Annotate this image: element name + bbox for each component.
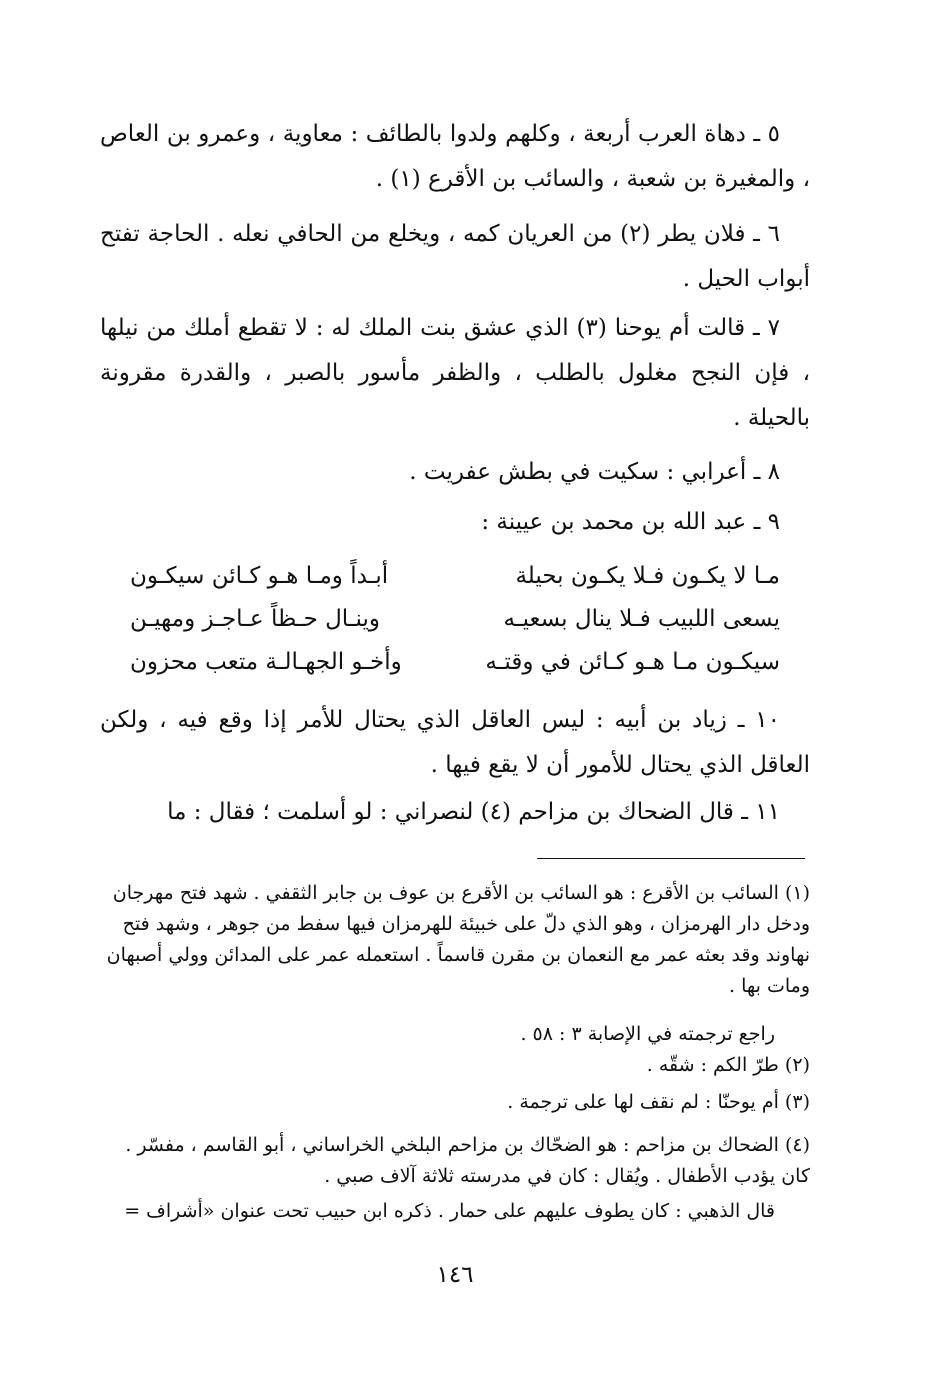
paragraph-10 [100, 698, 810, 788]
verse-line-3 [130, 649, 780, 689]
verse-line-2 [130, 606, 780, 646]
footnote-4-continued-text: قال الذهبي : كان يطوف عليهم على حمار . ذكره ابن حبيب تحت عنوان «أشراف = [124, 1200, 775, 1222]
footnote-2-text: (٢) طرّ الكم : شقّه . [646, 1054, 810, 1076]
paragraph-6-text: ٦ ـ فلان يطر (٢) من العريان كمه ، ويخلع من الحافي نعله . الحاجة تفتح أبواب الحيل . [100, 221, 810, 292]
footnote-3-text: (٣) أم يوحنّا : لم نقف لها على ترجمة . [507, 1091, 810, 1113]
paragraph-7-text: ٧ ـ قالت أم يوحنا (٣) الذي عشق بنت الملك له : لا تقطع أملك من نيلها ، فإن النجح مغلول بالطلب ، والظفر مأسور بالصبر ، والقدرة مقرونة بالحيلة . [100, 315, 810, 431]
verse-2-second-hemistich: وينـال حـظاً عـاجـز ومهيـن [130, 606, 381, 632]
paragraph-5-text: ٥ ـ دهاة العرب أربعة ، وكلهم ولدوا بالطائف : معاوية ، وعمرو بن العاص ، والمغيرة بن شعبة ، والسائب بن الأقرع (١) . [100, 121, 810, 192]
paragraph-10-text: ١٠ ـ زياد بن أبيه : ليس العاقل الذي يحتال للأمر إذا وقع فيه ، ولكن العاقل الذي يحتال للأمور أن لا يقع فيها . [100, 707, 810, 778]
footnote-4-text: (٤) الضحاك بن مزاحم : هو الضحّاك بن مزاحم البلخي الخراساني ، أبو القاسم ، مفسّر . كان يؤدب الأطفال . ويُقال : كان في مدرسته ثلاثة آلاف صبي . [125, 1134, 810, 1187]
verse-1-second-hemistich: أبـداً ومـا هـو كـائن سيكـون [130, 563, 389, 589]
verse-1-first-hemistich: مـا لا يكـون فـلا يكـون بحيلة [515, 563, 780, 589]
paragraph-8-text: ٨ ـ أعرابي : سكيت في بطش عفريت . [409, 459, 780, 485]
verse-2-first-hemistich: يسعى اللبيب فـلا ينال بسعيـه [503, 606, 780, 632]
paragraph-6 [100, 212, 810, 302]
paragraph-11 [100, 790, 810, 835]
paragraph-5 [100, 112, 810, 202]
footnote-4 [100, 1130, 810, 1192]
paragraph-7 [100, 306, 810, 441]
paragraph-8 [100, 450, 810, 495]
footnote-2 [100, 1050, 810, 1081]
paragraph-9 [100, 500, 810, 545]
footnote-3 [100, 1087, 810, 1118]
footnote-1-reference [100, 1019, 775, 1050]
paragraph-9-text: ٩ ـ عبد الله بن محمد بن عيينة : [481, 509, 780, 535]
footnote-1-text: (١) السائب بن الأقرع : هو السائب بن الأقرع بن عوف بن جابر الثقفي . شهد فتح مهرجان ودخل دار الهرمزان ، وهو الذي دلّ على خبيئة للهرمزان فيها سفط من جوهر ، وشهد فتح نهاوند وقد بعثه عمر مع النعمان بن مقرن قاسماً . استعمله عمر على المدائن وولي أصبهان ومات بها . [106, 882, 810, 997]
verse-3-first-hemistich: سيكـون مـا هـو كـائن في وقتـه [485, 649, 780, 675]
verse-line-1 [130, 563, 780, 603]
paragraph-11-text: ١١ ـ قال الضحاك بن مزاحم (٤) لنصراني : لو أسلمت ؛ فقال : ما [167, 799, 780, 825]
page-number: ١٤٦ [436, 1262, 474, 1288]
footnote-1 [100, 878, 810, 1002]
verse-3-second-hemistich: وأخـو الجهـالـة متعب محزون [130, 649, 402, 675]
footnote-separator [537, 858, 805, 859]
footnote-1-reference-text: راجع ترجمته في الإصابة ٣ : ٥٨ . [520, 1023, 775, 1045]
footnote-4-continued [100, 1196, 775, 1227]
